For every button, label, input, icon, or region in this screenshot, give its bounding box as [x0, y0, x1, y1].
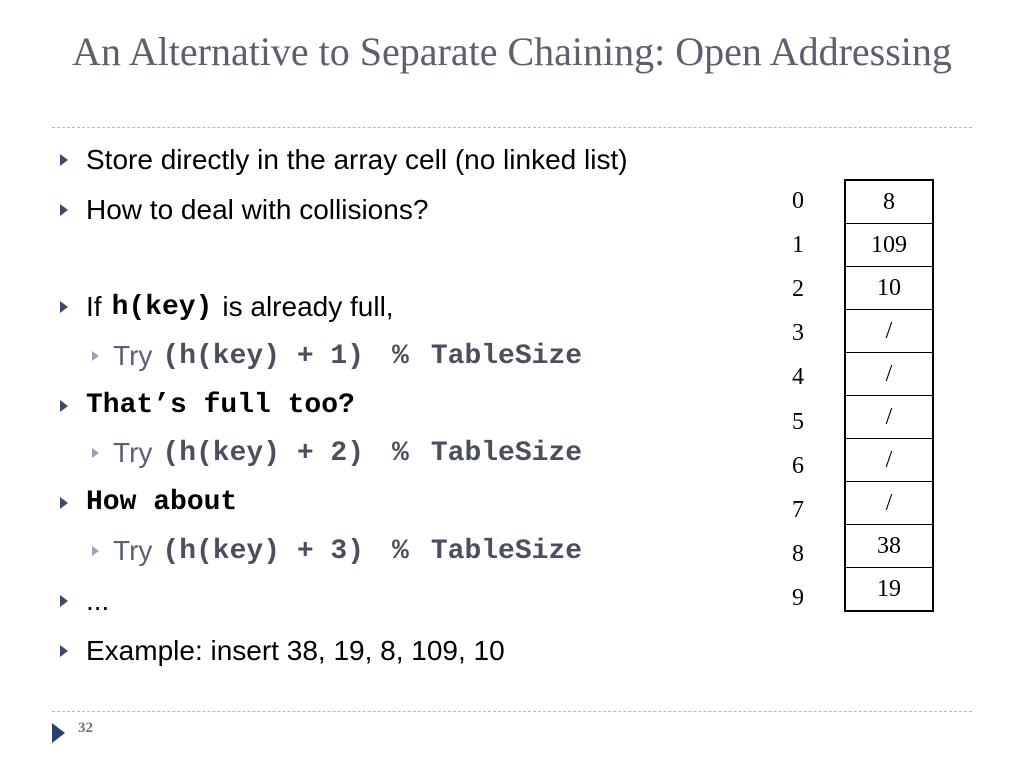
- bullet-how-about: [60, 487, 237, 518]
- code-mod-op: %: [392, 437, 409, 469]
- table-cell: 19: [846, 567, 932, 610]
- table-index: 8: [792, 541, 804, 567]
- sub-bullet-try-3: [92, 535, 582, 567]
- bullet-collisions: [60, 194, 428, 226]
- slide-title: An Alternative to Separate Chaining: Open Addressing: [72, 29, 952, 74]
- try-label: Try: [113, 535, 153, 566]
- bullet-text-post: is already full,: [222, 291, 394, 322]
- bullet-text: That’s full too?: [86, 390, 355, 421]
- table-cell: 10: [846, 266, 932, 309]
- sub-bullet-try-1: [92, 340, 582, 372]
- table-index: 5: [792, 409, 804, 435]
- table-cell: /: [846, 352, 932, 395]
- table-index: 7: [792, 497, 804, 523]
- code-probe-expr: (h(key) + 1): [162, 340, 365, 372]
- table-index: 0: [792, 188, 804, 214]
- page-number: 32: [78, 720, 93, 736]
- code-probe-expr: (h(key) + 2): [162, 437, 365, 469]
- code-hkey: h(key): [111, 291, 213, 323]
- table-cell: /: [846, 438, 932, 481]
- bullet-text: Example: insert 38, 19, 8, 109, 10: [86, 635, 505, 666]
- bullet-if-full: [60, 291, 394, 323]
- sub-bullet-arrow-icon: [92, 351, 99, 361]
- bottom-divider: [52, 711, 972, 712]
- bullet-text: Store directly in the array cell (no linked list): [86, 144, 628, 175]
- bullet-arrow-icon: [60, 645, 68, 657]
- bullet-text: How about: [86, 487, 238, 518]
- code-table-size: TableSize: [430, 437, 583, 469]
- table-index: 1: [792, 232, 804, 258]
- top-divider: [52, 127, 972, 128]
- bullet-arrow-icon: [60, 154, 68, 166]
- table-index: 4: [792, 364, 804, 390]
- sub-bullet-arrow-icon: [92, 448, 99, 458]
- sub-bullet-arrow-icon: [92, 546, 99, 556]
- footer-arrow-icon: [52, 723, 65, 743]
- table-cell: /: [846, 309, 932, 352]
- bullet-text-pre: If: [86, 291, 102, 322]
- code-mod-op: %: [392, 535, 409, 567]
- bullet-full-too: [60, 390, 355, 421]
- try-label: Try: [113, 340, 153, 371]
- bullet-arrow-icon: [60, 400, 68, 412]
- table-index: 3: [792, 320, 804, 346]
- bullet-ellipsis: [60, 585, 109, 617]
- table-cell: 8: [883, 188, 895, 215]
- bullet-example: [60, 635, 505, 667]
- code-probe-expr: (h(key) + 3): [162, 535, 365, 567]
- code-table-size: TableSize: [430, 535, 583, 567]
- bullet-arrow-icon: [60, 204, 68, 216]
- table-cell: 109: [846, 223, 932, 266]
- table-cell: /: [846, 481, 932, 524]
- try-label: Try: [113, 437, 153, 468]
- code-table-size: TableSize: [430, 340, 583, 372]
- bullet-text: ...: [86, 585, 110, 616]
- hash-table: [844, 179, 934, 612]
- sub-bullet-try-2: [92, 437, 582, 469]
- bullet-store-directly: [60, 144, 628, 176]
- code-mod-op: %: [392, 340, 409, 372]
- bullet-arrow-icon: [60, 301, 68, 313]
- table-index: 2: [792, 276, 804, 302]
- table-index: 6: [792, 453, 804, 479]
- table-index: 9: [792, 585, 804, 611]
- table-cell: /: [846, 395, 932, 438]
- bullet-arrow-icon: [60, 497, 68, 509]
- table-cell: 38: [846, 524, 932, 567]
- bullet-text: How to deal with collisions?: [86, 194, 429, 225]
- bullet-arrow-icon: [60, 595, 68, 607]
